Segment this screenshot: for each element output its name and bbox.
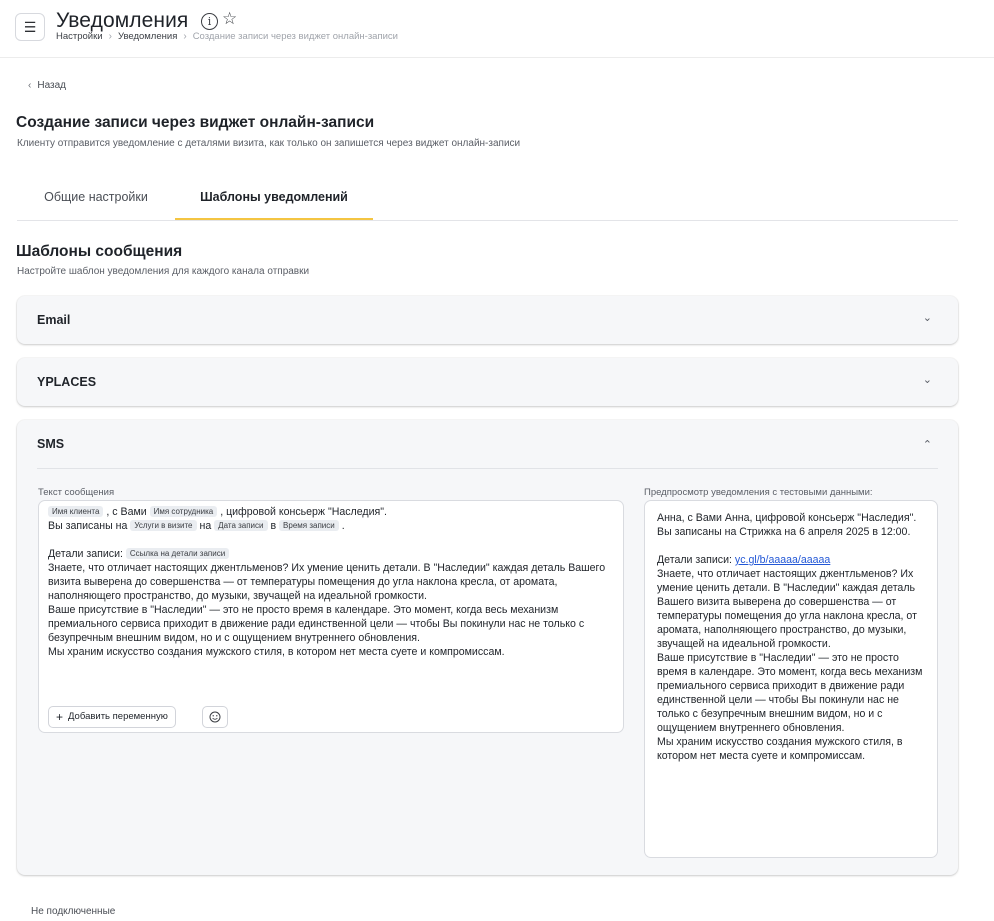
chevron-down-icon: ⌄: [922, 374, 932, 386]
preview-label: Предпросмотр уведомления с тестовыми данными:: [644, 487, 873, 498]
channel-title: SMS: [37, 437, 65, 451]
page-title: Уведомления: [56, 9, 189, 32]
message-text: в: [270, 520, 277, 532]
message-text: Детали записи:: [48, 548, 123, 560]
preview-intro: Анна, с Вами Анна, цифровой консьерж "Наследия". Вы записаны на Стрижка на 6 апреля 2025 в 12:00.: [657, 512, 917, 538]
channel-card-yplaces: [17, 358, 958, 406]
message-editor[interactable]: [38, 500, 624, 733]
section-title: Создание записи через виджет онлайн-записи: [16, 114, 375, 131]
channel-title: Email: [37, 313, 71, 327]
preview-content: [657, 511, 929, 763]
message-text: на: [199, 520, 212, 532]
breadcrumb-item-settings[interactable]: Настройки: [56, 31, 103, 42]
breadcrumb-separator-icon: ›: [108, 31, 112, 42]
variable-chip-client-name[interactable]: Имя клиента: [48, 506, 103, 517]
emoji-icon: [209, 711, 221, 723]
message-body: Знаете, что отличает настоящих джентльменов? Их умение ценить детали. В "Наследии" каждая деталь Вашего визита выверена до совершенства — от температуры помещения до угла наклона кресла, от аромата, наполняющего пространство, до музыки, звучащей на идеальной громкости. Ваше присутствие в "Наследии" — это не просто время в календаре. Это момент, когда весь механизм премиального сервиса приходит в движение ради единственной цели — чтобы Вы покинули нас не только с безупречным внешним видом, но и с ощущением внутреннего обновления. Мы храним искусство создания мужского стиля, в котором нет места суете и компромиссам.: [48, 562, 606, 658]
plus-icon: +: [56, 710, 64, 724]
message-preview: [644, 500, 938, 858]
channel-header-email[interactable]: [17, 296, 958, 344]
variable-chip-date[interactable]: Дата записи: [214, 520, 267, 531]
back-link[interactable]: [28, 80, 66, 91]
tabs: [17, 180, 958, 221]
menu-button[interactable]: [15, 13, 45, 41]
menu-icon: ☰: [23, 18, 37, 35]
info-icon[interactable]: i: [201, 13, 218, 30]
channel-title: YPLACES: [37, 375, 97, 389]
message-editor-content[interactable]: [48, 505, 618, 659]
not-connected-heading: Не подключенные: [31, 906, 116, 917]
channel-card-email: [17, 296, 958, 344]
templates-description: Настройте шаблон уведомления для каждого канала отправки: [17, 266, 310, 277]
variable-chip-time[interactable]: Время записи: [279, 520, 339, 531]
breadcrumb-separator-icon: ›: [183, 31, 187, 42]
channel-card-sms: [17, 420, 958, 875]
preview-details-label: Детали записи:: [657, 554, 732, 566]
star-icon[interactable]: ☆: [222, 9, 238, 28]
breadcrumb-item-current: Создание записи через виджет онлайн-записи: [192, 31, 398, 42]
channel-header-sms[interactable]: [17, 420, 958, 468]
top-bar: [0, 0, 994, 58]
variable-chip-details-link[interactable]: Ссылка на детали записи: [126, 548, 229, 559]
preview-body: Знаете, что отличает настоящих джентльменов? Их умение ценить детали. В "Наследии" каждая деталь Вашего визита выверена до совершенства — от температуры помещения до угла наклона кресла, от аромата, наполняющего пространство, до музыки, звучащей на идеальной громкости. Ваше присутствие в "Наследии" — это не просто время в календаре. Это момент, когда весь механизм премиального сервиса приходит в движение ради единственной цели — чтобы Вы покинули нас не только с безупречным внешним видом, но и с ощущением внутреннего обновления. Мы храним искусство создания мужского стиля, в котором нет места суете и компромиссам.: [657, 568, 923, 762]
breadcrumb-item-notifications[interactable]: Уведомления: [117, 31, 178, 42]
chevron-down-icon: ⌄: [922, 312, 932, 324]
preview-details-link[interactable]: yc.gl/b/aaaaa/aaaaa: [734, 554, 831, 566]
message-text-label: Текст сообщения: [38, 487, 115, 498]
message-text: , с Вами: [106, 506, 147, 518]
tab-notification-templates[interactable]: Шаблоны уведомлений: [175, 180, 373, 220]
add-variable-label: Добавить переменную: [68, 711, 168, 722]
emoji-button[interactable]: [202, 706, 228, 728]
divider: [37, 468, 938, 469]
templates-title: Шаблоны сообщения: [16, 243, 183, 260]
channel-header-yplaces[interactable]: [17, 358, 958, 406]
message-text: , цифровой консьерж "Наследия".: [220, 506, 387, 518]
back-label: Назад: [37, 80, 66, 91]
message-text: Вы записаны на: [48, 520, 128, 532]
variable-chip-services[interactable]: Услуги в визите: [130, 520, 196, 531]
breadcrumb: [56, 31, 398, 42]
chevron-up-icon: ⌃: [922, 439, 932, 451]
message-text: .: [341, 520, 345, 532]
variable-chip-employee-name[interactable]: Имя сотрудника: [150, 506, 218, 517]
section-description: Клиенту отправится уведомление с деталями визита, как только он запишется через виджет онлайн-записи: [17, 138, 521, 149]
add-variable-button[interactable]: [48, 706, 176, 728]
tab-general-settings[interactable]: Общие настройки: [44, 190, 148, 204]
chevron-left-icon: ‹: [28, 80, 32, 91]
